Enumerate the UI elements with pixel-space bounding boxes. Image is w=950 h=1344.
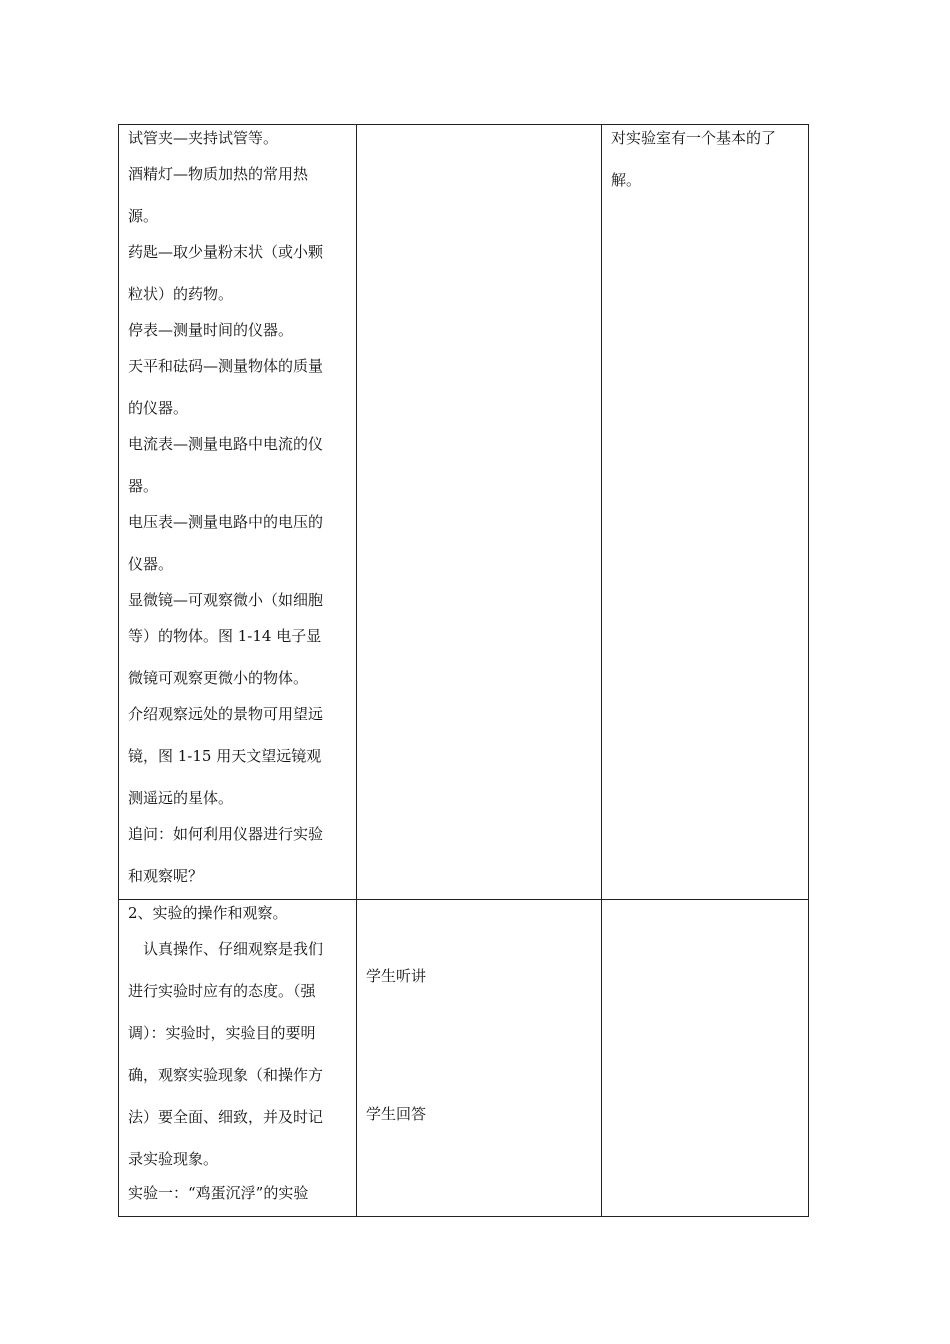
cell-text-line: 学生回答 <box>366 1105 427 1123</box>
cell-text-line: 源。 <box>128 207 159 225</box>
cell-text-line: 等）的物体。图 1-14 电子显 <box>128 627 322 645</box>
teacher-activity-cell <box>119 900 357 1217</box>
cell-text-line: 实验一：“鸡蛋沉浮”的实验 <box>128 1184 309 1202</box>
cell-text-line: 调）：实验时，实验目的要明 <box>128 1024 316 1042</box>
student-activity-cell <box>357 125 602 900</box>
table-row <box>119 900 809 1217</box>
cell-text-line: 镜，图 1-15 用天文望远镜观 <box>128 747 322 765</box>
cell-text-line: 介绍观察远处的景物可用望远 <box>128 705 324 723</box>
cell-text-line: 天平和砝码—测量物体的质量 <box>128 357 324 375</box>
cell-text-line: 认真操作、仔细观察是我们 <box>128 940 324 958</box>
teacher-activity-cell <box>119 125 357 900</box>
cell-text-line: 录实验现象。 <box>128 1150 219 1168</box>
cell-text-line: 的仪器。 <box>128 399 189 417</box>
cell-text-line: 微镜可观察更微小的物体。 <box>128 669 309 687</box>
cell-text-line: 学生听讲 <box>366 967 427 985</box>
cell-text-line: 法）要全面、细致，并及时记 <box>128 1108 324 1126</box>
cell-text-line: 粒状）的药物。 <box>128 285 234 303</box>
cell-text-line: 确，观察实验现象（和操作方 <box>128 1066 324 1084</box>
cell-text-line: 器。 <box>128 477 159 495</box>
cell-text-line: 追问：如何利用仪器进行实验 <box>128 825 324 843</box>
cell-text-line: 电压表—测量电路中的电压的 <box>128 513 324 531</box>
cell-text-line: 测遥远的星体。 <box>128 789 234 807</box>
cell-text-line: 2、实验的操作和观察。 <box>128 904 288 922</box>
cell-text-line: 酒精灯—物质加热的常用热 <box>128 165 309 183</box>
cell-text-line: 试管夹—夹持试管等。 <box>128 129 279 147</box>
cell-text-line: 药匙—取少量粉末状（或小颗 <box>128 243 324 261</box>
lesson-table <box>118 124 809 1217</box>
cell-text-line: 仪器。 <box>128 555 174 573</box>
table-row <box>119 125 809 900</box>
cell-text-line: 进行实验时应有的态度。（强 <box>128 982 316 1000</box>
cell-text-line: 显微镜—可观察微小（如细胞 <box>128 591 324 609</box>
design-intent-cell <box>602 125 809 900</box>
student-activity-cell <box>357 900 602 1217</box>
cell-text-line: 解。 <box>611 171 642 189</box>
cell-text-line: 停表—测量时间的仪器。 <box>128 321 294 339</box>
cell-text-line: 对实验室有一个基本的了 <box>611 129 777 147</box>
cell-text-line: 电流表—测量电路中电流的仪 <box>128 435 324 453</box>
cell-text-line: 和观察呢？ <box>128 867 204 885</box>
design-intent-cell <box>602 900 809 1217</box>
